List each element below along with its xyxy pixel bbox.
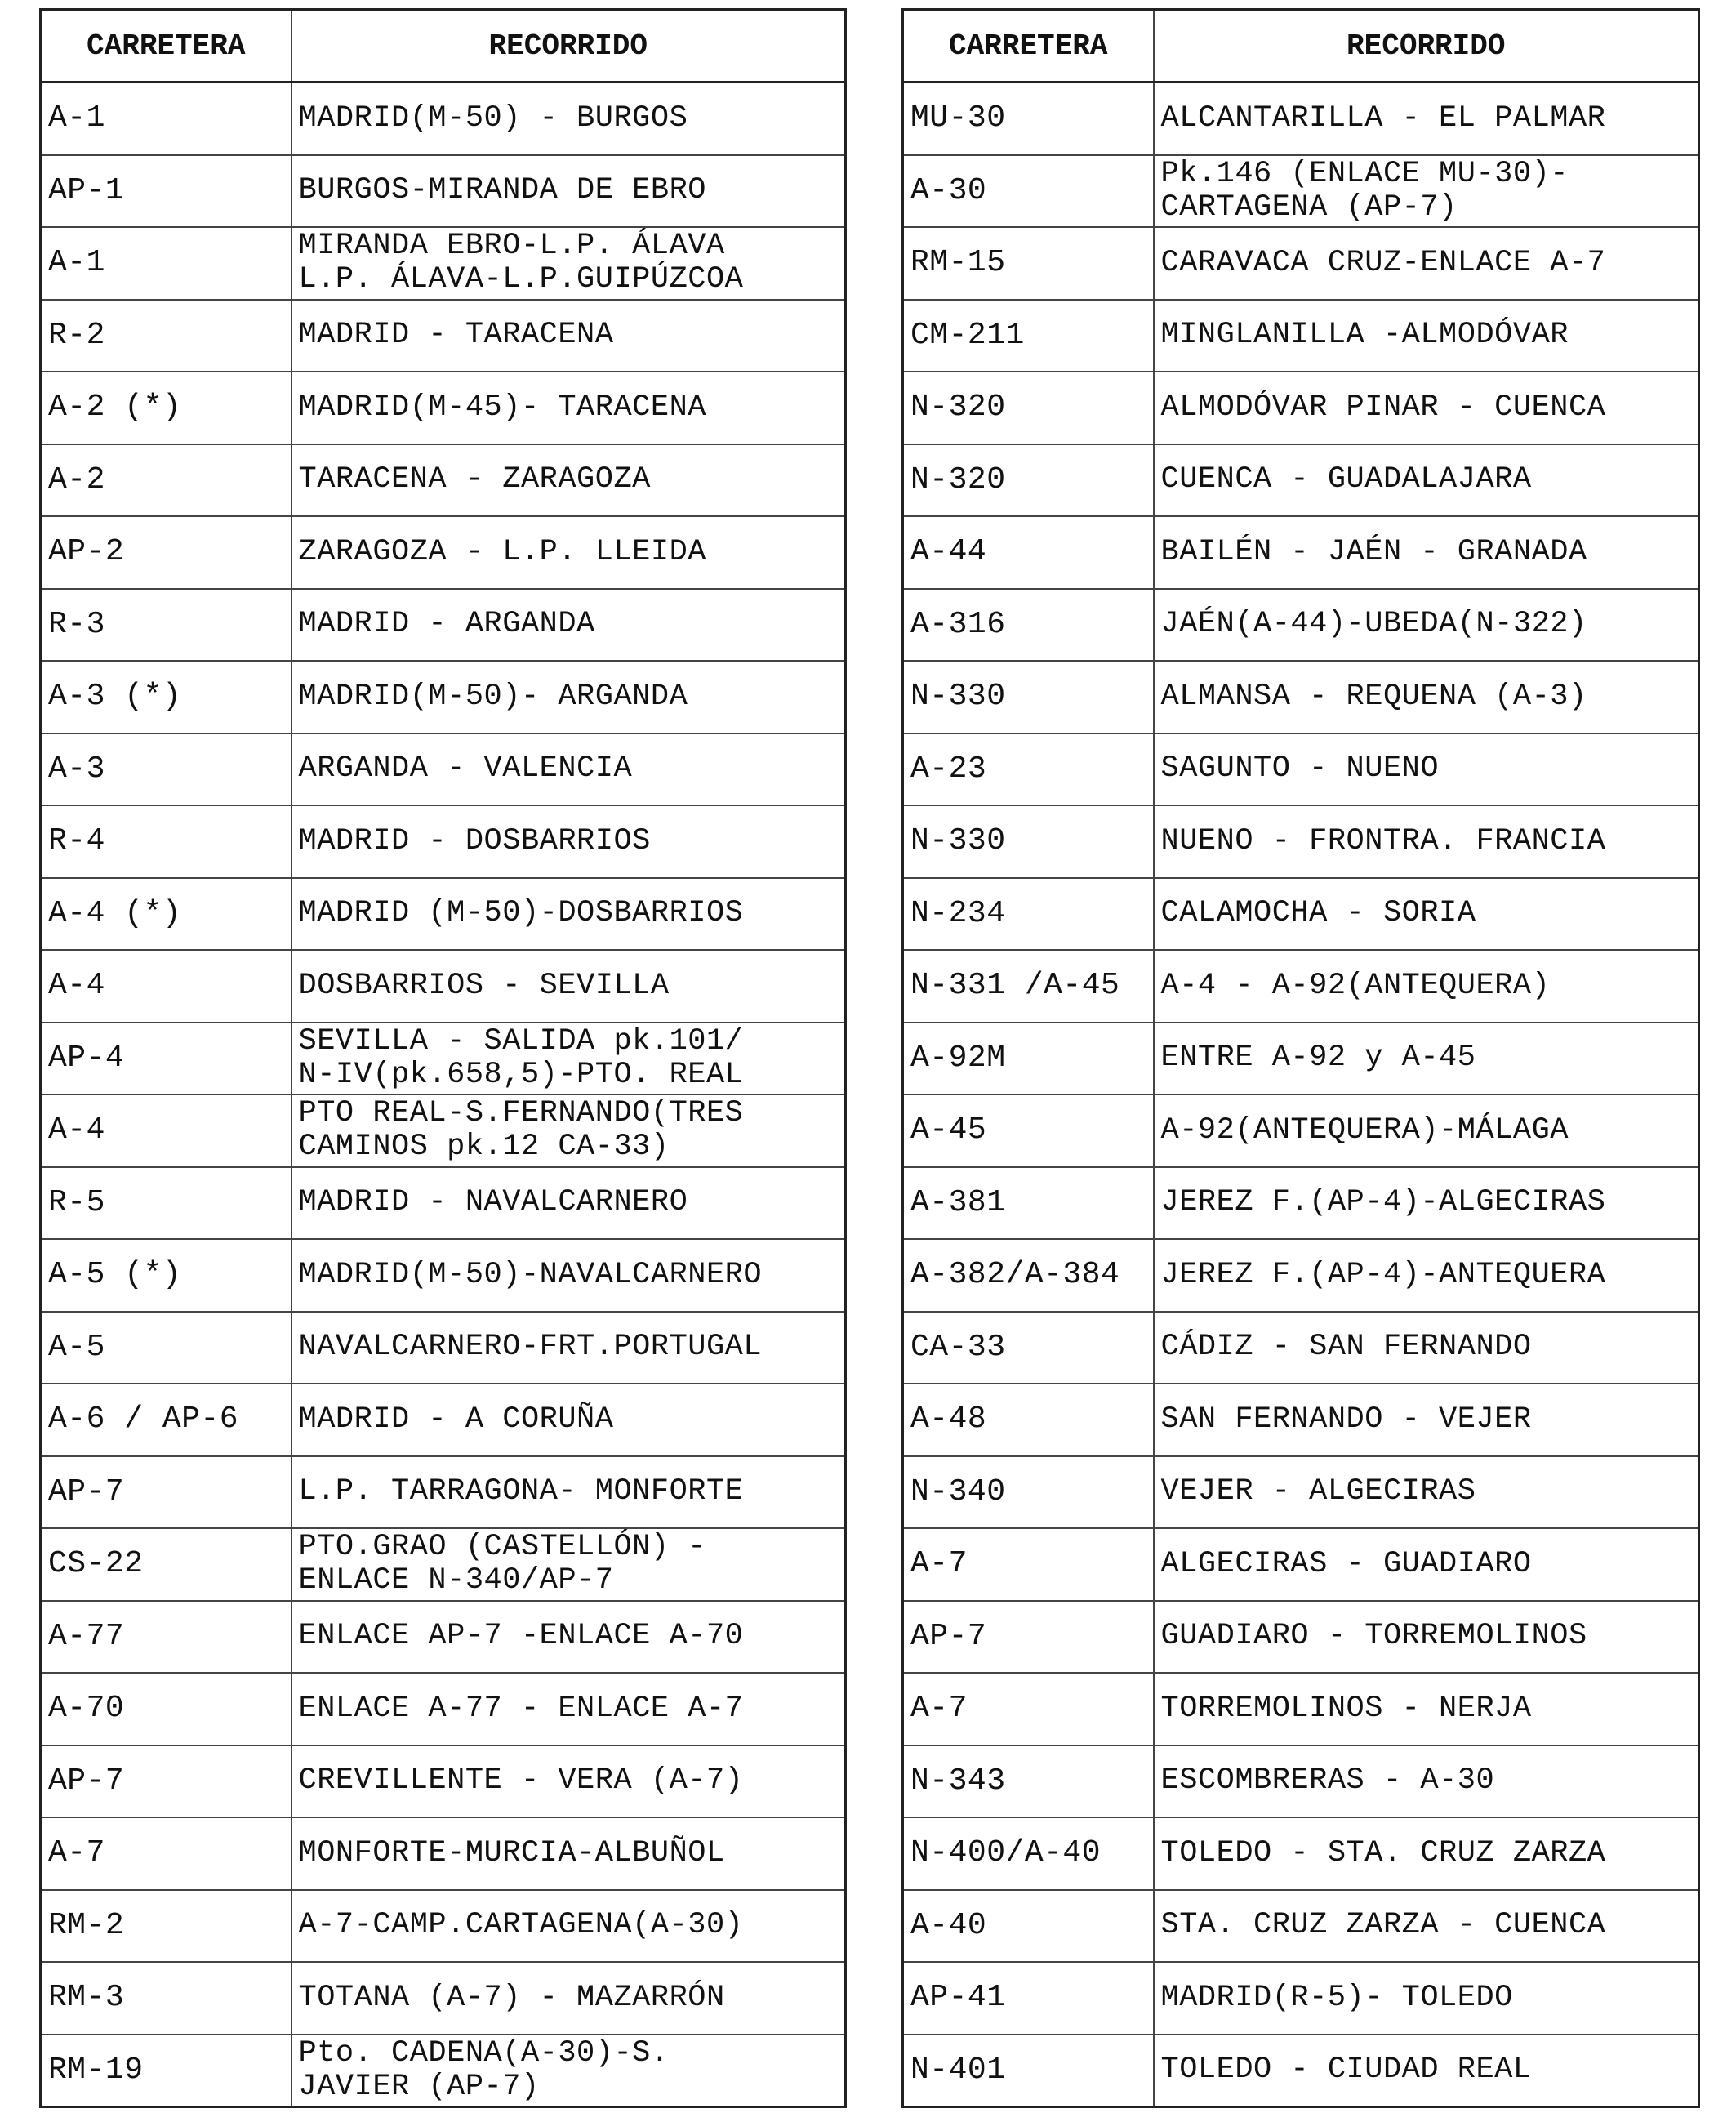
table-row xyxy=(41,1384,846,1456)
route-cell: MADRID - NAVALCARNERO xyxy=(292,1167,846,1240)
route-cell: PTO.GRAO (CASTELLÓN) - ENLACE N-340/AP-7 xyxy=(292,1528,846,1601)
route-cell: A-7-CAMP.CARTAGENA(A-30) xyxy=(292,1890,846,1963)
road-code-cell: AP-2 xyxy=(41,516,292,589)
road-code-cell: A-316 xyxy=(903,589,1154,662)
table-row xyxy=(903,82,1699,155)
table-row xyxy=(903,1384,1699,1456)
route-cell: MADRID(M-50)-NAVALCARNERO xyxy=(292,1239,846,1312)
table-row xyxy=(41,1890,846,1963)
route-cell: A-92(ANTEQUERA)-MÁLAGA xyxy=(1154,1094,1699,1167)
route-cell: MADRID(M-50)- ARGANDA xyxy=(292,661,846,733)
road-code-cell: A-3 (*) xyxy=(41,661,292,733)
route-cell: SAN FERNANDO - VEJER xyxy=(1154,1384,1699,1456)
table-row xyxy=(903,1312,1699,1384)
road-code-cell: AP-1 xyxy=(41,155,292,228)
table-row xyxy=(41,1817,846,1890)
route-cell: CARAVACA CRUZ-ENLACE A-7 xyxy=(1154,227,1699,300)
route-cell: NUENO - FRONTRA. FRANCIA xyxy=(1154,805,1699,878)
road-code-cell: N-343 xyxy=(903,1745,1154,1818)
roads-table-left xyxy=(39,8,847,2108)
table-row xyxy=(903,155,1699,228)
roads-table-left-body xyxy=(41,82,846,2107)
table-row xyxy=(41,805,846,878)
route-cell: DOSBARRIOS - SEVILLA xyxy=(292,950,846,1023)
route-cell: TARACENA - ZARAGOZA xyxy=(292,444,846,517)
route-cell: ENLACE AP-7 -ENLACE A-70 xyxy=(292,1601,846,1674)
table-row xyxy=(903,878,1699,951)
route-cell: ALGECIRAS - GUADIARO xyxy=(1154,1528,1699,1601)
route-cell: JEREZ F.(AP-4)-ANTEQUERA xyxy=(1154,1239,1699,1312)
table-row xyxy=(903,1601,1699,1674)
route-cell: TORREMOLINOS - NERJA xyxy=(1154,1673,1699,1745)
route-cell: ALMANSA - REQUENA (A-3) xyxy=(1154,661,1699,733)
route-cell: ENLACE A-77 - ENLACE A-7 xyxy=(292,1673,846,1745)
road-code-cell: AP-41 xyxy=(903,1962,1154,2035)
table-row xyxy=(903,372,1699,444)
table-row xyxy=(41,155,846,228)
table-row xyxy=(903,227,1699,300)
road-code-cell: A-381 xyxy=(903,1167,1154,1240)
road-code-cell: RM-15 xyxy=(903,227,1154,300)
road-code-cell: N-330 xyxy=(903,805,1154,878)
road-code-cell: A-1 xyxy=(41,227,292,300)
table-row xyxy=(903,1890,1699,1963)
road-code-cell: A-7 xyxy=(903,1528,1154,1601)
route-cell: CÁDIZ - SAN FERNANDO xyxy=(1154,1312,1699,1384)
table-row xyxy=(41,733,846,806)
road-code-cell: A-44 xyxy=(903,516,1154,589)
road-code-cell: A-4 (*) xyxy=(41,878,292,951)
road-code-cell: N-331 /A-45 xyxy=(903,950,1154,1023)
road-code-cell: A-45 xyxy=(903,1094,1154,1167)
route-cell: SEVILLA - SALIDA pk.101/ N-IV(pk.658,5)-PTO. REAL xyxy=(292,1023,846,1095)
header-row xyxy=(41,10,846,82)
road-code-cell: RM-19 xyxy=(41,2035,292,2107)
table-row xyxy=(41,444,846,517)
table-row xyxy=(903,444,1699,517)
road-code-cell: N-401 xyxy=(903,2035,1154,2107)
route-cell: PTO REAL-S.FERNANDO(TRES CAMINOS pk.12 CA-33) xyxy=(292,1094,846,1167)
table-row xyxy=(903,1023,1699,1095)
table-row xyxy=(41,2035,846,2107)
table-row xyxy=(41,82,846,155)
table-row xyxy=(41,227,846,300)
table-row xyxy=(41,1456,846,1529)
route-cell: ARGANDA - VALENCIA xyxy=(292,733,846,806)
road-code-cell: N-234 xyxy=(903,878,1154,951)
route-cell: TOLEDO - STA. CRUZ ZARZA xyxy=(1154,1817,1699,1890)
header-row xyxy=(903,10,1699,82)
road-code-cell: A-92M xyxy=(903,1023,1154,1095)
route-cell: Pto. CADENA(A-30)-S. JAVIER (AP-7) xyxy=(292,2035,846,2107)
route-cell: TOTANA (A-7) - MAZARRÓN xyxy=(292,1962,846,2035)
table-row xyxy=(903,1239,1699,1312)
route-cell: MADRID(M-50) - BURGOS xyxy=(292,82,846,155)
route-cell: CUENCA - GUADALAJARA xyxy=(1154,444,1699,517)
table-row xyxy=(41,1312,846,1384)
route-cell: VEJER - ALGECIRAS xyxy=(1154,1456,1699,1529)
road-code-cell: A-7 xyxy=(41,1817,292,1890)
route-cell: MADRID(M-45)- TARACENA xyxy=(292,372,846,444)
header-recorrido: RECORRIDO xyxy=(1154,10,1699,82)
table-row xyxy=(903,1456,1699,1529)
road-code-cell: N-320 xyxy=(903,372,1154,444)
route-cell: ALCANTARILLA - EL PALMAR xyxy=(1154,82,1699,155)
road-code-cell: A-1 xyxy=(41,82,292,155)
roads-table-right-body xyxy=(903,82,1699,2107)
route-cell: CREVILLENTE - VERA (A-7) xyxy=(292,1745,846,1818)
route-cell: BAILÉN - JAÉN - GRANADA xyxy=(1154,516,1699,589)
table-row xyxy=(41,1673,846,1745)
route-cell: MIRANDA EBRO-L.P. ÁLAVA L.P. ÁLAVA-L.P.GUIPÚZCOA xyxy=(292,227,846,300)
table-row xyxy=(903,733,1699,806)
table-row xyxy=(41,300,846,372)
road-code-cell: A-382/A-384 xyxy=(903,1239,1154,1312)
table-row xyxy=(903,805,1699,878)
table-row xyxy=(903,1817,1699,1890)
road-code-cell: A-3 xyxy=(41,733,292,806)
road-code-cell: R-2 xyxy=(41,300,292,372)
route-cell: MONFORTE-MURCIA-ALBUÑOL xyxy=(292,1817,846,1890)
road-code-cell: A-7 xyxy=(903,1673,1154,1745)
route-cell: CALAMOCHA - SORIA xyxy=(1154,878,1699,951)
road-code-cell: A-4 xyxy=(41,1094,292,1167)
route-cell: L.P. TARRAGONA- MONFORTE xyxy=(292,1456,846,1529)
road-code-cell: A-70 xyxy=(41,1673,292,1745)
road-code-cell: R-5 xyxy=(41,1167,292,1240)
table-row xyxy=(41,1239,846,1312)
route-cell: JEREZ F.(AP-4)-ALGECIRAS xyxy=(1154,1167,1699,1240)
road-code-cell: A-4 xyxy=(41,950,292,1023)
table-row xyxy=(41,589,846,662)
table-row xyxy=(41,372,846,444)
road-code-cell: AP-7 xyxy=(41,1456,292,1529)
table-row xyxy=(41,1167,846,1240)
road-code-cell: AP-7 xyxy=(41,1745,292,1818)
road-code-cell: CA-33 xyxy=(903,1312,1154,1384)
table-row xyxy=(903,516,1699,589)
table-row xyxy=(903,1673,1699,1745)
table-row xyxy=(903,1094,1699,1167)
road-code-cell: A-77 xyxy=(41,1601,292,1674)
table-row xyxy=(903,2035,1699,2107)
road-code-cell: A-5 xyxy=(41,1312,292,1384)
road-code-cell: AP-7 xyxy=(903,1601,1154,1674)
route-cell: STA. CRUZ ZARZA - CUENCA xyxy=(1154,1890,1699,1963)
route-cell: MADRID (M-50)-DOSBARRIOS xyxy=(292,878,846,951)
table-row xyxy=(41,1745,846,1818)
road-code-cell: AP-4 xyxy=(41,1023,292,1095)
route-cell: NAVALCARNERO-FRT.PORTUGAL xyxy=(292,1312,846,1384)
table-row xyxy=(903,1745,1699,1818)
route-cell: MADRID(R-5)- TOLEDO xyxy=(1154,1962,1699,2035)
table-row xyxy=(903,300,1699,372)
road-code-cell: R-3 xyxy=(41,589,292,662)
road-code-cell: A-48 xyxy=(903,1384,1154,1456)
header-carretera: CARRETERA xyxy=(903,10,1154,82)
road-code-cell: CS-22 xyxy=(41,1528,292,1601)
table-row xyxy=(41,1023,846,1095)
route-cell: ESCOMBRERAS - A-30 xyxy=(1154,1745,1699,1818)
road-code-cell: MU-30 xyxy=(903,82,1154,155)
route-cell: MADRID - DOSBARRIOS xyxy=(292,805,846,878)
table-row xyxy=(41,1528,846,1601)
road-code-cell: A-40 xyxy=(903,1890,1154,1963)
route-cell: A-4 - A-92(ANTEQUERA) xyxy=(1154,950,1699,1023)
route-cell: ALMODÓVAR PINAR - CUENCA xyxy=(1154,372,1699,444)
roads-table-right xyxy=(901,8,1700,2108)
route-cell: MADRID - A CORUÑA xyxy=(292,1384,846,1456)
road-code-cell: CM-211 xyxy=(903,300,1154,372)
table-row xyxy=(903,661,1699,733)
table-row xyxy=(903,1528,1699,1601)
route-cell: Pk.146 (ENLACE MU-30)- CARTAGENA (AP-7) xyxy=(1154,155,1699,228)
table-row xyxy=(903,589,1699,662)
route-cell: ZARAGOZA - L.P. LLEIDA xyxy=(292,516,846,589)
road-code-cell: RM-2 xyxy=(41,1890,292,1963)
header-recorrido: RECORRIDO xyxy=(292,10,846,82)
route-cell: BURGOS-MIRANDA DE EBRO xyxy=(292,155,846,228)
route-cell: JAÉN(A-44)-UBEDA(N-322) xyxy=(1154,589,1699,662)
table-row xyxy=(903,950,1699,1023)
table-row xyxy=(41,878,846,951)
route-cell: TOLEDO - CIUDAD REAL xyxy=(1154,2035,1699,2107)
table-row xyxy=(41,661,846,733)
road-code-cell: A-6 / AP-6 xyxy=(41,1384,292,1456)
table-row xyxy=(41,1094,846,1167)
road-code-cell: N-320 xyxy=(903,444,1154,517)
route-cell: MINGLANILLA -ALMODÓVAR xyxy=(1154,300,1699,372)
route-cell: SAGUNTO - NUENO xyxy=(1154,733,1699,806)
route-cell: MADRID - ARGANDA xyxy=(292,589,846,662)
road-code-cell: A-23 xyxy=(903,733,1154,806)
table-row xyxy=(41,1962,846,2035)
road-code-cell: N-340 xyxy=(903,1456,1154,1529)
route-cell: ENTRE A-92 y A-45 xyxy=(1154,1023,1699,1095)
table-row xyxy=(41,950,846,1023)
route-cell: MADRID - TARACENA xyxy=(292,300,846,372)
road-code-cell: N-330 xyxy=(903,661,1154,733)
road-code-cell: A-5 (*) xyxy=(41,1239,292,1312)
table-row xyxy=(41,516,846,589)
road-code-cell: R-4 xyxy=(41,805,292,878)
road-code-cell: A-30 xyxy=(903,155,1154,228)
road-code-cell: RM-3 xyxy=(41,1962,292,2035)
road-code-cell: N-400/A-40 xyxy=(903,1817,1154,1890)
header-carretera: CARRETERA xyxy=(41,10,292,82)
road-code-cell: A-2 (*) xyxy=(41,372,292,444)
table-row xyxy=(903,1962,1699,2035)
table-row xyxy=(903,1167,1699,1240)
route-cell: GUADIARO - TORREMOLINOS xyxy=(1154,1601,1699,1674)
road-code-cell: A-2 xyxy=(41,444,292,517)
table-row xyxy=(41,1601,846,1674)
